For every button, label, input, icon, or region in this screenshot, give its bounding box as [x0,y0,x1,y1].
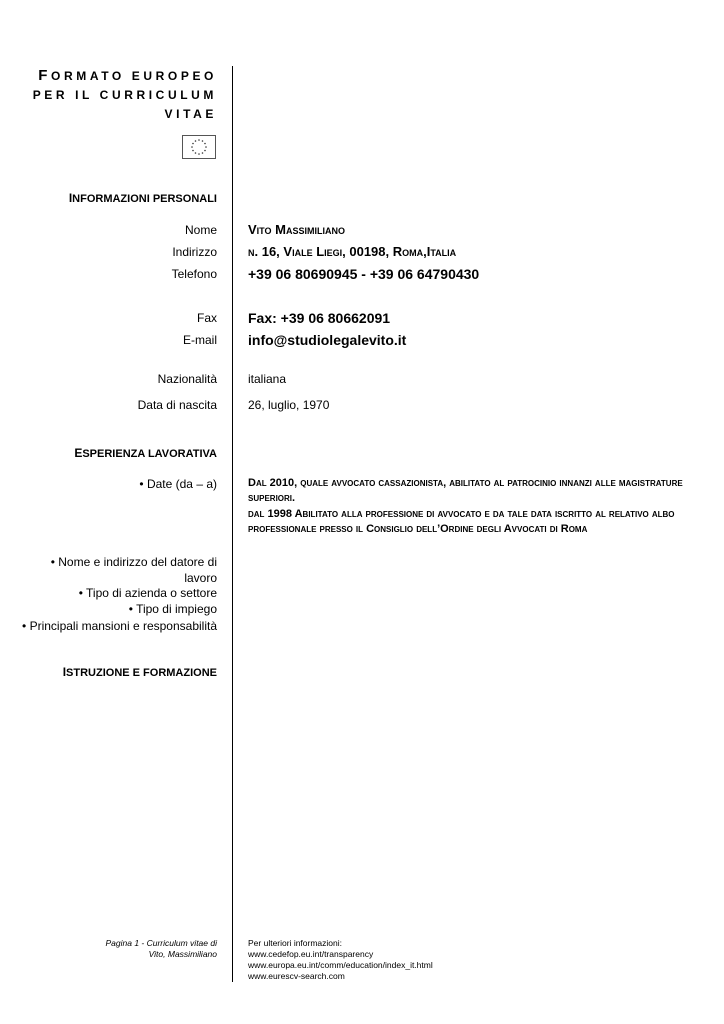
link-eurescv[interactable]: www.eurescv-search.com [248,971,345,981]
value-nazionalita: italiana [248,372,287,386]
value-telefono: +39 06 80690945 - +39 06 64790430 [248,266,480,282]
footer-page-info: Pagina 1 - Curriculum vitae di Vito, Massimiliano [105,938,217,959]
footer-links: Per ulteriori informazioni: www.cedefop.eu.int/transparency www.europa.eu.int/comm/education/index_it.html www.eurescv-search.com [248,938,433,981]
value-indirizzo: n. 16, Viale Liegi, 00198, Roma,Italia [248,244,457,259]
label-impiego: • Tipo di impiego [128,602,217,616]
label-mansioni: • Principali mansioni e responsabilità [22,619,217,633]
value-fax: Fax: +39 06 80662091 [248,310,391,326]
label-email: E-mail [182,333,217,347]
value-email[interactable]: info@studiolegalevito.it [248,332,407,348]
label-data-nascita: Data di nascita [137,398,217,412]
value-data-nascita: 26, luglio, 1970 [248,398,330,412]
section-experience: ESPERIENZA LAVORATIVA [74,446,217,460]
section-education: ISTRUZIONE E FORMAZIONE [62,665,217,679]
link-cedefop[interactable]: www.cedefop.eu.int/transparency [248,949,374,959]
label-indirizzo: Indirizzo [172,245,217,259]
label-nazionalita: Nazionalità [157,372,217,386]
label-azienda: • Tipo di azienda o settore [78,586,217,600]
label-fax: Fax [196,311,217,325]
experience-line-1: Dal 2010, quale avvocato cassazionista, abilitato al patrocinio innanzi alle magistrature superiori. [248,477,683,504]
vertical-divider [232,66,233,982]
label-telefono: Telefono [171,267,217,281]
label-nome: Nome [184,223,217,237]
experience-line-2: dal 1998 Abilitato alla professione di avvocato e da tale data iscritto al relativo albo professionale presso il Consiglio dell’Ordine degli Avvocati di Roma [248,508,675,535]
label-datore: • Nome e indirizzo del datore di lavoro [50,555,217,585]
link-europa[interactable]: www.europa.eu.int/comm/education/index_it.html [248,960,433,970]
section-personal-info: INFORMAZIONI PERSONALI [68,191,217,205]
eu-flag-icon [182,135,216,159]
document-title: FORMATO EUROPEO PER IL CURRICULUM VITAE [32,67,217,121]
value-nome: Vito Massimiliano [248,222,345,237]
label-date: • Date (da – a) [139,477,217,491]
